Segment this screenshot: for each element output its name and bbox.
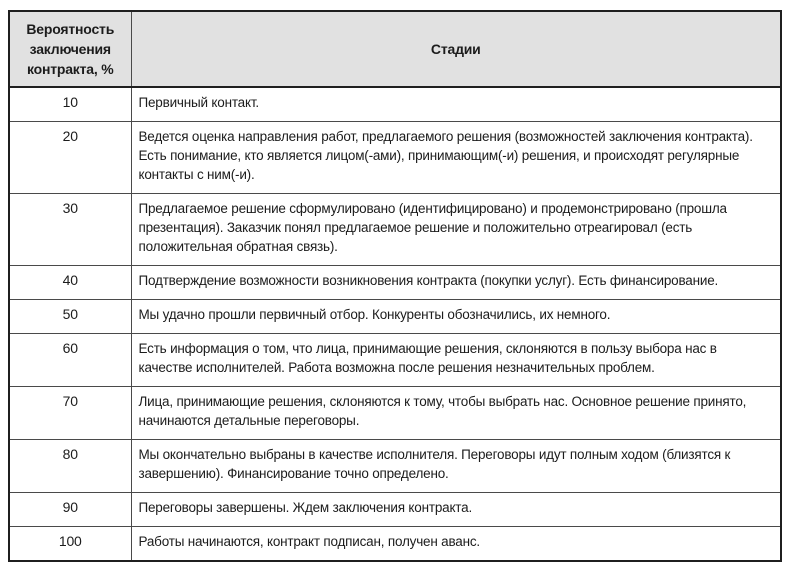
- stages-column-header: Стадии: [131, 11, 781, 87]
- probability-cell: 70: [9, 387, 131, 440]
- probability-cell: 20: [9, 122, 131, 194]
- probability-cell: 80: [9, 440, 131, 493]
- table-row: [9, 87, 781, 122]
- stage-cell: Мы удачно прошли первичный отбор. Конкуренты обозначились, их немного.: [131, 300, 781, 334]
- table-row: [9, 334, 781, 387]
- stage-cell: Мы окончательно выбраны в качестве исполнителя. Переговоры идут полным ходом (близятся к завершению). Финансирование точно определено.: [131, 440, 781, 493]
- table-row: [9, 194, 781, 266]
- probability-cell: 30: [9, 194, 131, 266]
- table-header: [9, 11, 781, 87]
- probability-cell: 100: [9, 527, 131, 562]
- stage-cell: Подтверждение возможности возникновения контракта (покупки услуг). Есть финансирование.: [131, 266, 781, 300]
- table-body: [9, 87, 781, 561]
- stage-cell: Лица, принимающие решения, склоняются к тому, чтобы выбрать нас. Основное решение принято, начинаются детальные переговоры.: [131, 387, 781, 440]
- stage-cell: Первичный контакт.: [131, 87, 781, 122]
- table-row: [9, 440, 781, 493]
- probability-cell: 10: [9, 87, 131, 122]
- stage-cell: Есть информация о том, что лица, принимающие решения, склоняются в пользу выбора нас в качестве исполнителей. Работа возможна после решения незначительных проблем.: [131, 334, 781, 387]
- table-row: [9, 122, 781, 194]
- stage-cell: Переговоры завершены. Ждем заключения контракта.: [131, 493, 781, 527]
- stage-cell: Ведется оценка направления работ, предлагаемого решения (возможностей заключения контракта). Есть понимание, кто является лицом(-ами), принимающим(-и) решения, и происходят регулярные контакты с ним(-и).: [131, 122, 781, 194]
- probability-cell: 90: [9, 493, 131, 527]
- table-row: [9, 266, 781, 300]
- probability-cell: 50: [9, 300, 131, 334]
- contract-probability-table: [8, 10, 782, 562]
- probability-column-header: Вероятность заключения контракта, %: [9, 11, 131, 87]
- header-row: [9, 11, 781, 87]
- probability-cell: 40: [9, 266, 131, 300]
- table-row: [9, 387, 781, 440]
- stage-cell: Работы начинаются, контракт подписан, получен аванс.: [131, 527, 781, 562]
- table-row: [9, 493, 781, 527]
- probability-cell: 60: [9, 334, 131, 387]
- table-row: [9, 300, 781, 334]
- stage-cell: Предлагаемое решение сформулировано (идентифицировано) и продемонстрировано (прошла презентация). Заказчик понял предлагаемое решение и положительно отреагировал (есть положительная обратная связь).: [131, 194, 781, 266]
- table-row: [9, 527, 781, 562]
